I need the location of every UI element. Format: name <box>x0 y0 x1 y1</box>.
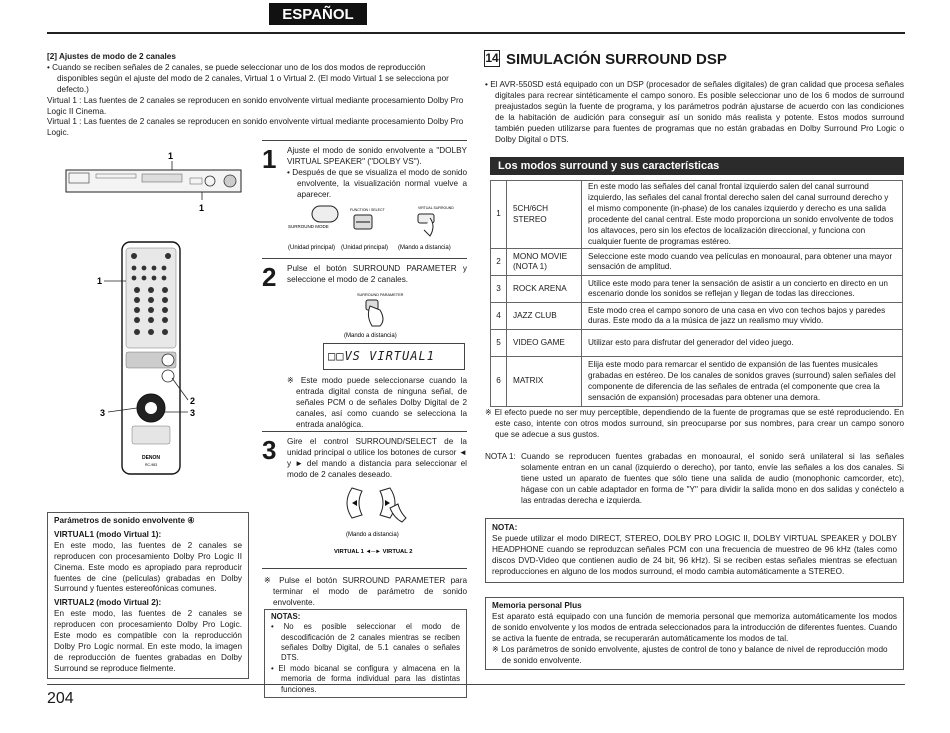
virtual2-line: Virtual 1 : Las fuentes de 2 canales se reproducen en sonido envolvente virtual mediante procesamiento Dolby Pro Logic. <box>47 117 464 138</box>
two-channel-bullet: • Cuando se reciben señales de 2 canales, se puede seleccionar uno de los dos modos de reproducción disponibles según el ajuste del modo de 2 canales, Virtual 1 o Virtual 2. (El modo Virtual 1 se selecciona por defecto.) <box>47 62 449 94</box>
mode-description: Utilizar esto para disfrutar del generador del video juego. <box>582 330 903 357</box>
function-select-label: FUNCTION / SELECT <box>350 208 385 212</box>
step1-number: 1 <box>262 144 277 174</box>
memoria-title: Memoria personal Plus <box>492 601 582 610</box>
dsp-intro: • El AVR-550SD está equipado con un DSP (procesador de señales digitales) de gran calidad que procesa señales digitales para recrear sintéticamente el campo sonoro. Es posible seleccionar uno de los 6 modos de surround preajustados según la fuente de programa, y los parámetros podrán ajustarse de acuerdo con las condiciones de la habitación de audición para conseguir así un sonido más realista y potente. Estos modos surround también pueden utilizarse para fuentes de programas que no están grabadas en Dolby Surround Pro Logic o Dolby Digital o DTS. <box>485 80 904 144</box>
mode-description: Este modo crea el campo sonoro de una casa en vivo con techos bajos y paredes duras. Este modo da a la música de jazz un realismo muy vivido. <box>582 303 903 330</box>
remote-brand: DENON <box>141 455 161 461</box>
nota1-block <box>485 452 904 507</box>
notas-bullet-1: • No es posible seleccionar el modo de descodificación de 2 canales mientras se reciben señales Dolby Digital, de 5.1 canales o señales DTS. <box>271 622 460 663</box>
mode-description: Utilice este modo para tener la sensación de asistir a un concierto en directo en un escenario donde los sonidos se reflejan y llegan de todas las direcciones. <box>582 276 903 303</box>
table-row <box>491 276 903 303</box>
step2-illustration <box>340 290 440 340</box>
table-row <box>491 181 903 249</box>
step3-illustration <box>330 478 440 558</box>
page-number: 204 <box>47 690 74 707</box>
terminate-note: ※ Pulse el botón SURROUND PARAMETER para terminar el modo de parámetro de sonido envolvente. <box>264 576 467 607</box>
mode-name: MONO MOVIE (NOTA 1) <box>507 249 582 276</box>
mode-name: 5CH/6CH STEREO <box>507 181 582 249</box>
table-row <box>491 303 903 330</box>
main-unit-illustration <box>60 148 250 218</box>
effect-note: ※ El efecto puede no ser muy perceptible, dependiendo de la fuente de programas que se esté reproduciendo. En este caso, intente con otros modos surround, sin preocuparse por sus nombres, para crear un campo sonoro que se adecue a sus gustos. <box>485 408 904 439</box>
callout-2-remote: 2 <box>190 396 196 406</box>
params-v2-title: VIRTUAL2 (modo Virtual 2): <box>54 598 162 608</box>
memoria-box <box>485 597 904 670</box>
virtual-surround-label: VIRTUAL SURROUND <box>418 206 454 210</box>
mode-number: 4 <box>491 303 507 330</box>
nota1-text: Cuando se reproducen fuentes grabadas en monoaural, el sonido será unilateral si las señales solamente entran en un canal (izquierdo o derecho), por tanto, envíe las señales a los dos canales. Si tiene usted un aparato de fuentes que sólo tiene una salida de audio (monophonic camcorder, etc), hágase con un cable adaptador en forma de "Y" para dividir la salida mono en dos salidas y conéctelo a las entradas derecha e izquierda. <box>521 452 904 505</box>
memoria-bullet: ※ Los parámetros de sonido envolvente, ajustes de control de tono y balance de nivel de reproducción modo de sonido envolvente. <box>492 644 888 665</box>
step1-bullet: • Después de que se visualiza el modo de sonido envolvente, la visualización normal vuelve a aparecer. <box>287 167 467 199</box>
step3-caption-remote: (Mando a distancia) <box>346 532 399 538</box>
lcd-display: □□VS VIRTUAL1 <box>323 343 465 370</box>
mode-name: JAZZ CLUB <box>507 303 582 330</box>
table-row <box>491 249 903 276</box>
step2-text: Pulse el botón SURROUND PARAMETER y seleccione el modo de 2 canales. <box>287 264 467 284</box>
nota-box <box>485 518 904 583</box>
mode-description: Seleccione este modo cuando vea películas en monoaural, para obtener una mayor sensación de amplitud. <box>582 249 903 276</box>
nota-box-title: NOTA: <box>492 523 518 532</box>
callout-3-remote-left: 3 <box>100 408 106 418</box>
mode-number: 5 <box>491 330 507 357</box>
step3-rule <box>262 431 467 432</box>
mode-name: MATRIX <box>507 357 582 407</box>
remote-model: RC-983 <box>144 463 158 467</box>
nota-box-text: Se puede utilizar el modo DIRECT, STEREO, DOLBY PRO LOGIC II, DOLBY VIRTUAL SPEAKER y DOLBY HEADPHONE cuando se reproduzcan señales PCM con una frecuencia de muestreo de 96 kHz (tales como discos DVD-Video que contienen audio de 24 bit, 96 kHz). Si se reciben estas señales mientras se efectuan reproducciones en alguno de los modos surround, el modo cambia automáticamente a STEREO. <box>492 533 897 576</box>
step3-text: Gire el control SURROUND/SELECT de la unidad principal o utilice los botones de cursor ◄ y ► del mando a distancia para seleccionar el modo de 2 canales deseado. <box>287 437 467 479</box>
mode-number: 6 <box>491 357 507 407</box>
after-steps-rule <box>262 568 467 569</box>
bottom-rule <box>47 684 905 685</box>
section-number: 14 <box>485 51 499 65</box>
callout-1-remote: 1 <box>97 276 103 286</box>
callout-1-bottom: 1 <box>199 203 205 213</box>
callout-3-remote-right: 3 <box>190 408 196 418</box>
mode-number: 2 <box>491 249 507 276</box>
memoria-text: Est aparato está equipado con una función de memoria personal que memoriza automáticamente los modos de sonido envolvente y los modos de entrada seleccionados para la introducción de diferentes fuentes. Cuando se activa la fuente de entrada, se recuperarán automáticamente los modos de tal. <box>492 611 897 643</box>
surround-parameters-box <box>47 512 249 679</box>
modes-bar-title: Los modos surround y sus características <box>490 157 904 175</box>
params-v1-text: En este modo, las fuentes de 2 canales se reproducen con procesamiento Dolby Pro Logic II Cinema. Este modo es apropiado para reproducir fuentes de cine (películas) grabadas en Dolby Surround y fuentes estereofónicas comunes. <box>54 540 242 594</box>
params-v2-text: En este modo, las fuentes de 2 canales se reproducen con procesamiento Dolby Pro Logic. Este modo es compatible con la reproducción Dolby Pro Logic normal. En este modo, la imagen de reproducción de fuentes grabadas en Dolby Surround se reproduce fielmente. <box>54 609 242 673</box>
params-v1-title: VIRTUAL1 (modo Virtual 1): <box>54 529 162 539</box>
two-channel-settings <box>47 52 466 139</box>
callout-1-top: 1 <box>168 151 174 161</box>
surround-parameter-label: SURROUND PARAMETER <box>357 293 404 297</box>
surround-mode-label: SURROUND MODE <box>288 224 329 229</box>
step1-illustration <box>284 200 469 260</box>
step1-block <box>287 146 467 201</box>
section-title <box>484 50 727 70</box>
virtual-sequence: VIRTUAL 1 ◄─► VIRTUAL 2 <box>334 549 413 555</box>
step1-caption-main2: (Unidad principal) <box>341 245 389 251</box>
remote-illustration <box>92 238 222 478</box>
step3-number: 3 <box>262 435 277 465</box>
mode-number: 1 <box>491 181 507 249</box>
step1-rule <box>262 140 467 141</box>
step1-text: Ajuste el modo de sonido envolvente a "DOLBY VIRTUAL SPEAKER" ("DOLBY VS"). <box>287 146 467 166</box>
mode-name: VIDEO GAME <box>507 330 582 357</box>
modes-table <box>490 180 903 407</box>
mode-description: En este modo las señales del canal frontal izquierdo salen del canal surround izquierdo, las señales del canal frontal derecho salen del canal surround derecho y el mismo componente (in-phase) de los canales izquierdo y derecho es una salida procedente del canal central. Este modo proporciona un sonido envolvente de todos los altavoces, pero sin los efectos de localización direccional, y funciona con cualquier fuente de programas estéreo. <box>582 181 903 249</box>
mode-number: 3 <box>491 276 507 303</box>
mode-description: Elija este modo para remarcar el sentido de expansión de las fuentes musicales grabadas en estéreo. De los canales de sonidos graves (surround) salen señales del componente de diferencia de las señales de entrada (el componente que crea la sensación de expansión) procesadas para obtener una demora. <box>582 357 903 407</box>
notas-title: NOTAS: <box>271 612 301 621</box>
two-channel-heading: [2] Ajustes de modo de 2 canales <box>47 52 176 61</box>
mode-name: ROCK ARENA <box>507 276 582 303</box>
step2-caption-remote: (Mando a distancia) <box>344 333 397 339</box>
section-title-text: SIMULACIÓN SURROUND DSP <box>506 51 727 68</box>
top-rule <box>47 32 905 34</box>
nota1-label: NOTA 1: <box>485 452 516 461</box>
step2-number: 2 <box>262 262 277 292</box>
step2-rule <box>262 258 467 259</box>
step1-caption-remote: (Mando a distancia) <box>398 245 451 251</box>
params-title: Parámetros de sonido envolvente ④ <box>54 516 195 525</box>
notas-bullet-2: • El modo bicanal se configura y almacena en la memoria de forma individual para las distintas funciones. <box>271 663 460 694</box>
step1-caption-main1: (Unidad principal) <box>288 245 336 251</box>
language-tab: ESPAÑOL <box>269 3 367 25</box>
table-row <box>491 330 903 357</box>
virtual1-line: Virtual 1 : Las fuentes de 2 canales se reproducen en sonido envolvente virtual mediante procesamiento Dolby Pro Logic II Cinema. <box>47 95 464 116</box>
table-row <box>491 357 903 407</box>
step2-note: ※ Este modo puede seleccionarse cuando la entrada digital consta de ninguna señal, de señales PCM o de señales Dolby Digital de 2 canales, así como cuando se selecciona la entrada analógica. <box>287 376 467 429</box>
